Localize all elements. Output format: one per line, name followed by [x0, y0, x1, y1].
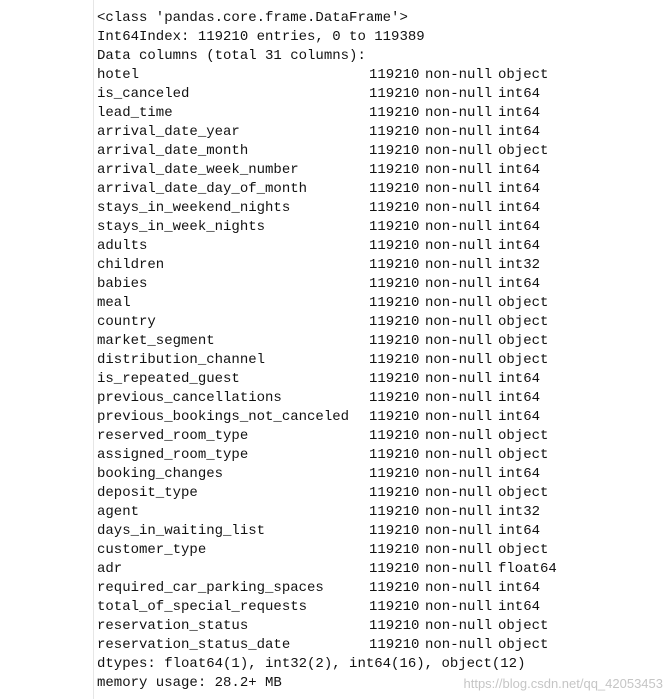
column-dtype: int64 — [498, 200, 541, 216]
column-row — [97, 503, 657, 522]
column-null: non-null — [425, 143, 493, 159]
column-count: 119210 — [369, 238, 420, 254]
column-name: stays_in_week_nights — [97, 219, 266, 235]
column-name: required_car_parking_spaces — [97, 580, 324, 596]
column-row — [97, 579, 657, 598]
column-name: hotel — [97, 67, 140, 83]
column-dtype: int64 — [498, 390, 541, 406]
column-name: is_repeated_guest — [97, 371, 240, 387]
column-row — [97, 218, 657, 237]
column-row — [97, 180, 657, 199]
column-null: non-null — [425, 314, 493, 330]
column-dtype: object — [498, 618, 549, 634]
column-name: market_segment — [97, 333, 215, 349]
column-row — [97, 332, 657, 351]
column-dtype: object — [498, 447, 549, 463]
column-row — [97, 275, 657, 294]
column-count: 119210 — [369, 580, 420, 596]
column-row — [97, 199, 657, 218]
column-row — [97, 256, 657, 275]
column-count: 119210 — [369, 618, 420, 634]
column-row — [97, 560, 657, 579]
column-name: arrival_date_week_number — [97, 162, 299, 178]
column-name: previous_bookings_not_canceled — [97, 409, 350, 425]
column-row — [97, 427, 657, 446]
column-row — [97, 484, 657, 503]
column-dtype: int64 — [498, 409, 541, 425]
column-name: babies — [97, 276, 148, 292]
column-dtype: int32 — [498, 257, 541, 273]
column-row — [97, 465, 657, 484]
column-dtype: object — [498, 333, 549, 349]
column-count: 119210 — [369, 105, 420, 121]
column-count: 119210 — [369, 637, 420, 653]
column-dtype: int64 — [498, 181, 541, 197]
column-null: non-null — [425, 618, 493, 634]
index-line: Int64Index: 119210 entries, 0 to 119389 — [97, 29, 425, 45]
column-row — [97, 389, 657, 408]
column-name: assigned_room_type — [97, 447, 249, 463]
dtypes-line: dtypes: float64(1), int32(2), int64(16), object(12) — [97, 656, 526, 672]
column-dtype: object — [498, 637, 549, 653]
watermark: https://blog.csdn.net/qq_42053453 — [463, 676, 663, 691]
column-dtype: object — [498, 295, 549, 311]
column-dtype: object — [498, 143, 549, 159]
column-count: 119210 — [369, 504, 420, 520]
column-count: 119210 — [369, 466, 420, 482]
column-count: 119210 — [369, 428, 420, 444]
column-null: non-null — [425, 523, 493, 539]
column-dtype: int64 — [498, 219, 541, 235]
column-count: 119210 — [369, 143, 420, 159]
column-dtype: object — [498, 428, 549, 444]
column-null: non-null — [425, 333, 493, 349]
column-name: stays_in_weekend_nights — [97, 200, 291, 216]
column-dtype: int64 — [498, 580, 541, 596]
column-count: 119210 — [369, 447, 420, 463]
column-null: non-null — [425, 580, 493, 596]
column-name: adr — [97, 561, 123, 577]
column-null: non-null — [425, 124, 493, 140]
column-dtype: int64 — [498, 124, 541, 140]
column-dtype: int64 — [498, 86, 541, 102]
column-row — [97, 541, 657, 560]
column-null: non-null — [425, 200, 493, 216]
column-dtype: object — [498, 67, 549, 83]
column-null: non-null — [425, 219, 493, 235]
column-count: 119210 — [369, 219, 420, 235]
column-null: non-null — [425, 371, 493, 387]
column-name: lead_time — [97, 105, 173, 121]
column-dtype: int64 — [498, 599, 541, 615]
column-row — [97, 161, 657, 180]
column-name: reserved_room_type — [97, 428, 249, 444]
column-count: 119210 — [369, 257, 420, 273]
column-dtype: float64 — [498, 561, 557, 577]
column-dtype: int64 — [498, 523, 541, 539]
column-count: 119210 — [369, 86, 420, 102]
column-name: arrival_date_month — [97, 143, 249, 159]
column-row — [97, 142, 657, 161]
column-count: 119210 — [369, 181, 420, 197]
column-count: 119210 — [369, 124, 420, 140]
column-null: non-null — [425, 352, 493, 368]
column-count: 119210 — [369, 276, 420, 292]
column-row — [97, 104, 657, 123]
column-null: non-null — [425, 637, 493, 653]
column-dtype: int64 — [498, 105, 541, 121]
class-line: <class 'pandas.core.frame.DataFrame'> — [97, 10, 408, 26]
column-null: non-null — [425, 276, 493, 292]
column-null: non-null — [425, 485, 493, 501]
column-dtype: int32 — [498, 504, 541, 520]
column-name: days_in_waiting_list — [97, 523, 266, 539]
column-name: distribution_channel — [97, 352, 266, 368]
column-name: arrival_date_day_of_month — [97, 181, 308, 197]
column-dtype: int64 — [498, 162, 541, 178]
column-count: 119210 — [369, 333, 420, 349]
column-row — [97, 408, 657, 427]
column-count: 119210 — [369, 352, 420, 368]
column-list — [97, 66, 657, 655]
column-count: 119210 — [369, 409, 420, 425]
column-null: non-null — [425, 67, 493, 83]
column-row — [97, 123, 657, 142]
column-count: 119210 — [369, 542, 420, 558]
column-count: 119210 — [369, 200, 420, 216]
column-row — [97, 617, 657, 636]
column-name: agent — [97, 504, 140, 520]
column-name: children — [97, 257, 165, 273]
column-row — [97, 446, 657, 465]
column-name: arrival_date_year — [97, 124, 240, 140]
column-row — [97, 636, 657, 655]
column-name: booking_changes — [97, 466, 224, 482]
column-null: non-null — [425, 257, 493, 273]
column-dtype: int64 — [498, 276, 541, 292]
column-null: non-null — [425, 86, 493, 102]
column-dtype: int64 — [498, 371, 541, 387]
column-row — [97, 66, 657, 85]
column-null: non-null — [425, 409, 493, 425]
column-count: 119210 — [369, 561, 420, 577]
column-dtype: object — [498, 352, 549, 368]
column-dtype: int64 — [498, 466, 541, 482]
column-dtype: object — [498, 485, 549, 501]
column-dtype: object — [498, 314, 549, 330]
column-name: reservation_status — [97, 618, 249, 634]
column-null: non-null — [425, 542, 493, 558]
column-name: adults — [97, 238, 148, 254]
column-name: meal — [97, 295, 131, 311]
column-count: 119210 — [369, 523, 420, 539]
column-dtype: int64 — [498, 238, 541, 254]
column-null: non-null — [425, 181, 493, 197]
column-dtype: object — [498, 542, 549, 558]
column-row — [97, 237, 657, 256]
column-count: 119210 — [369, 314, 420, 330]
column-null: non-null — [425, 504, 493, 520]
memory-line: memory usage: 28.2+ MB — [97, 675, 282, 691]
column-count: 119210 — [369, 295, 420, 311]
column-null: non-null — [425, 105, 493, 121]
column-row — [97, 85, 657, 104]
column-name: total_of_special_requests — [97, 599, 308, 615]
column-null: non-null — [425, 428, 493, 444]
column-name: customer_type — [97, 542, 207, 558]
column-count: 119210 — [369, 390, 420, 406]
column-null: non-null — [425, 561, 493, 577]
column-null: non-null — [425, 466, 493, 482]
column-null: non-null — [425, 162, 493, 178]
column-null: non-null — [425, 599, 493, 615]
column-name: reservation_status_date — [97, 637, 291, 653]
column-count: 119210 — [369, 485, 420, 501]
column-row — [97, 522, 657, 541]
column-name: deposit_type — [97, 485, 198, 501]
column-row — [97, 598, 657, 617]
dataframe-info-output — [97, 9, 657, 693]
column-name: is_canceled — [97, 86, 190, 102]
column-null: non-null — [425, 238, 493, 254]
column-count: 119210 — [369, 162, 420, 178]
column-count: 119210 — [369, 371, 420, 387]
column-row — [97, 313, 657, 332]
column-row — [97, 294, 657, 313]
column-null: non-null — [425, 447, 493, 463]
column-name: country — [97, 314, 156, 330]
column-row — [97, 370, 657, 389]
column-count: 119210 — [369, 599, 420, 615]
column-row — [97, 351, 657, 370]
columns-line: Data columns (total 31 columns): — [97, 48, 366, 64]
column-null: non-null — [425, 295, 493, 311]
column-count: 119210 — [369, 67, 420, 83]
column-null: non-null — [425, 390, 493, 406]
column-name: previous_cancellations — [97, 390, 282, 406]
